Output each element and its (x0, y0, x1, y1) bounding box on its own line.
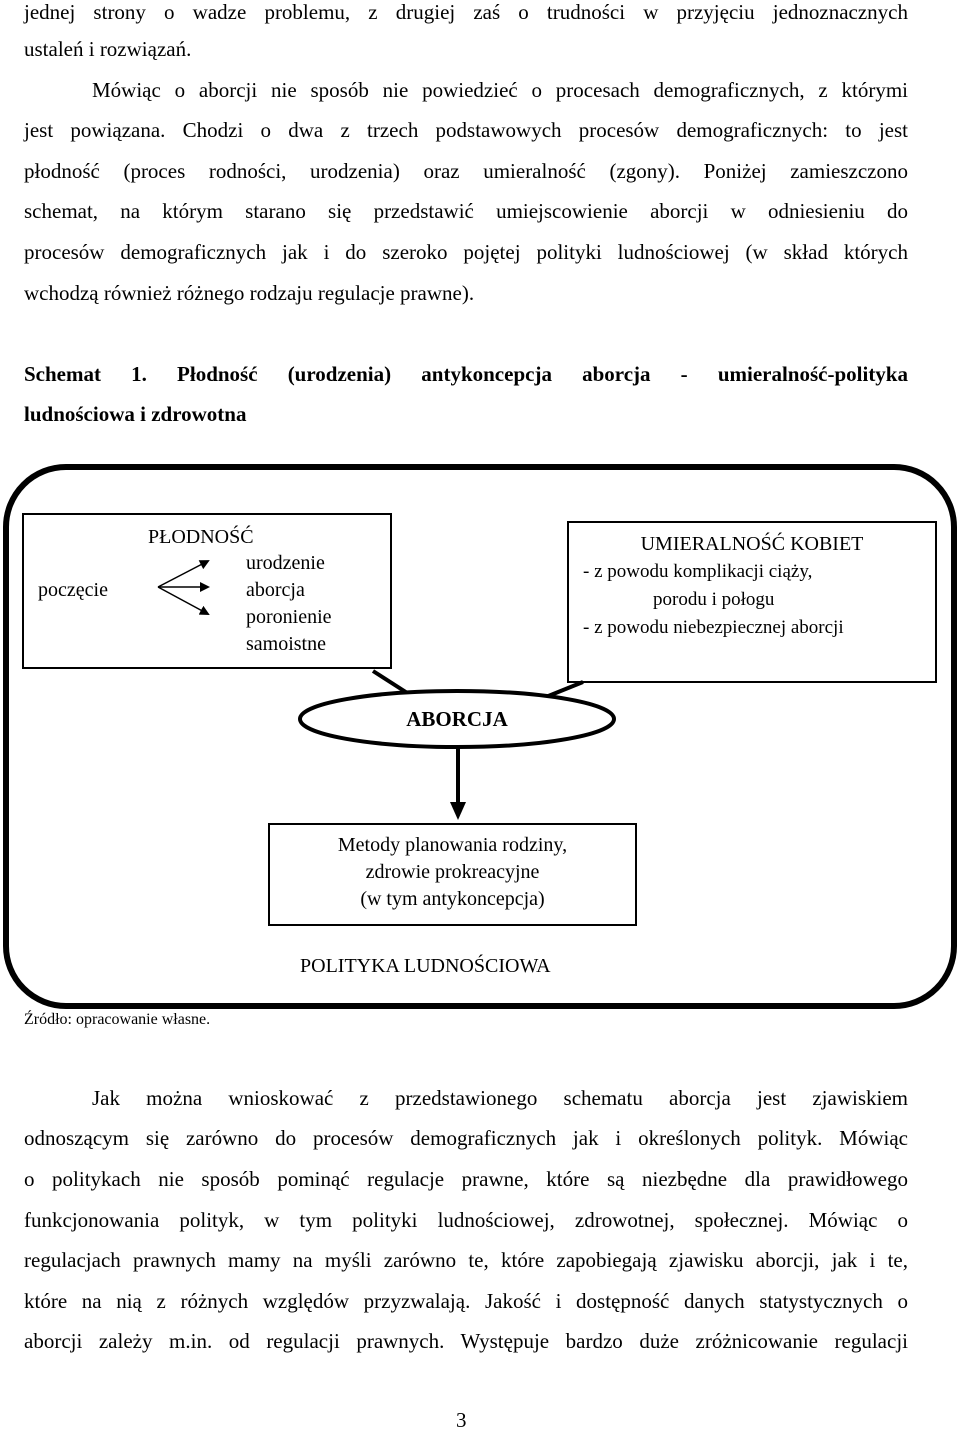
aborcja-label: ABORCJA (406, 707, 508, 731)
fertility-box (22, 513, 392, 669)
schema-title-line: Schemat 1. Płodność (urodzenia) antykoncepcja aborcja - umieralność-polityka (24, 362, 908, 386)
text-line: jest powiązana. Chodzi o dwa z trzech podstawowych procesów demograficznych: to jest (24, 118, 908, 142)
outcome-birth: urodzenie (246, 552, 325, 574)
population-policy-label: POLITYKA LUDNOŚCIOWA (300, 955, 551, 977)
page-number: 3 (456, 1408, 467, 1432)
mortality-box (567, 521, 937, 683)
schema-title-line: ludnościowa i zdrowotna (24, 402, 247, 426)
source-note: Źródło: opracowanie własne. (24, 1011, 211, 1028)
text-line: które na nią z różnych względów przyzwalają. Jakość i dostępność danych statystycznych o (24, 1289, 908, 1313)
text-line: regulacjach prawnych mamy na myśli zarówno te, które zapobiegają zjawisku aborcji, jak i te, (24, 1248, 908, 1272)
mortality-heading: UMIERALNOŚĆ KOBIET (640, 533, 864, 555)
family-planning-box (268, 823, 637, 926)
family-line: Metody planowania rodziny, (337, 834, 568, 856)
mortality-line: - z powodu niebezpiecznej aborcji (583, 617, 844, 638)
text-line: wchodzą również różnego rodzaju regulacje prawne). (24, 281, 475, 305)
text-line: Mówiąc o aborcji nie sposób nie powiedzieć o procesach demograficznych, z którymi (92, 78, 908, 102)
fertility-heading: PŁODNOŚĆ (148, 526, 254, 548)
family-line: (w tym antykoncepcja) (360, 888, 545, 910)
outcome-abortion: aborcja (246, 579, 305, 601)
family-line: zdrowie prokreacyjne (365, 861, 540, 883)
mortality-line: porodu i połogu (653, 589, 775, 610)
text-line: procesów demograficznych jak i do szeroko pojętej polityki ludnościowej (w skład których (24, 240, 908, 264)
text-line: schemat, na którym starano się przedstawić umiejscowienie aborcji w odniesieniu do (24, 199, 908, 223)
text-line: Jak można wnioskować z przedstawionego schematu aborcja jest zjawiskiem (92, 1086, 908, 1110)
conception-label: poczęcie (38, 579, 108, 601)
text-line: aborcji zależy m.in. od regulacji prawnych. Występuje bardzo duże zróżnicowanie regulacji (24, 1329, 908, 1353)
text-line: płodność (proces rodności, urodzenia) oraz umieralność (zgony). Poniżej zamieszczono (24, 159, 908, 183)
text-line: odnoszącym się zarówno do procesów demograficznych jak i określonych polityk. Mówiąc (24, 1126, 908, 1150)
mortality-line: - z powodu komplikacji ciąży, (583, 561, 813, 582)
text-line: jednej strony o wadze problemu, z drugiej zaś o trudności w przyjęciu jednoznacznych (24, 0, 908, 24)
outcome-miscarriage: poronienie (246, 606, 332, 628)
text-line: funkcjonowania polityk, w tym polityki ludnościowej, zdrowotnej, społecznej. Mówiąc o (24, 1208, 908, 1232)
outcome-miscarriage-cont: samoistne (246, 633, 326, 655)
text-line: o politykach nie sposób pominąć regulacje prawne, które są niezbędne dla prawidłowego (24, 1167, 908, 1191)
text-line: ustaleń i rozwiązań. (24, 37, 192, 61)
